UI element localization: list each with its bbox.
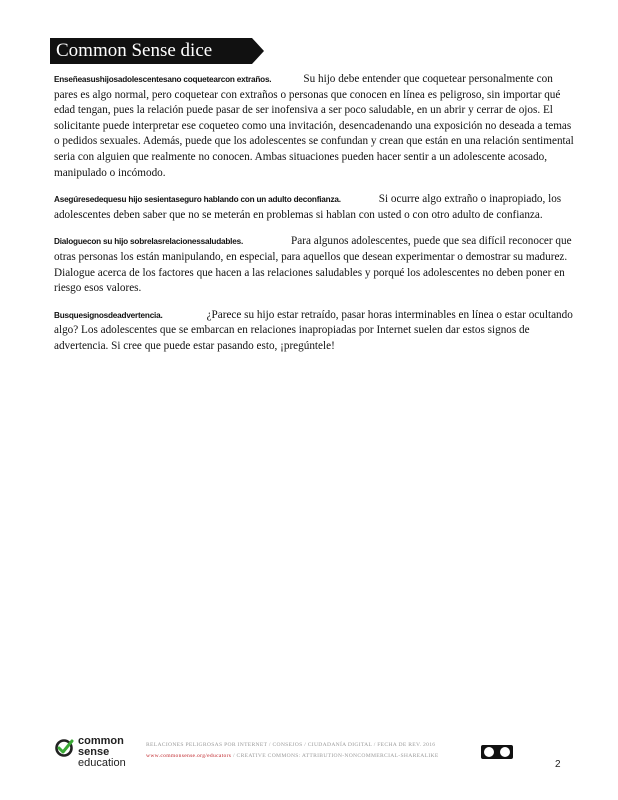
tip-paragraph [54, 192, 576, 223]
tips-content [54, 72, 576, 366]
tip-lead: Busquesignosdeadvertencia. [54, 310, 163, 320]
section-banner [50, 38, 252, 64]
logo-word-sense: sense [78, 746, 110, 758]
tip-lead: Asegúresedequesu hijo sesientaseguro hablando con un adulto deconfianza. [54, 195, 341, 205]
tip-paragraph [54, 72, 576, 181]
logo-word-education: education [78, 757, 126, 769]
footer-license: / CREATIVE COMMONS: ATTRIBUTION-NONCOMMERCIAL-SHAREALIKE [233, 753, 439, 759]
tip-text: Para algunos adolescentes, puede que sea difícil reconocer que otras personas los están manipulando, en especial, para aquellos que desean experimentar o demostrar su madurez. Dialogue acerca de los factores que hacen a las relaciones saludables y porqué los adolescentes no deben poner en riesgo esos valores. [54, 235, 572, 295]
footer-info: RELACIONES PELIGROSAS POR INTERNET / CONSEJOS / CIUDADANÍA DIGITAL / FECHA DE REV. 2016 [146, 742, 436, 748]
check-circle-icon [54, 738, 74, 758]
footer-link[interactable]: www.commonsense.org/educators [146, 753, 232, 759]
tip-text: Si ocurre algo extraño o inapropiado, los adolescentes deben saber que no se meterán en problemas si hablan con usted o con otro adulto de confianza. [54, 193, 562, 221]
tip-paragraph [54, 234, 576, 296]
tip-lead: Dialoguecon su hijo sobrelasrelacionessaludables. [54, 237, 244, 247]
cc-icon [484, 747, 494, 757]
banner-title: Common Sense dice [56, 40, 213, 61]
by-icon [500, 747, 510, 757]
common-sense-logo [54, 736, 134, 770]
footer-license-line [146, 753, 439, 759]
tip-lead: Enseñeasushijosadolescentesano coquetearcon extraños. [54, 75, 272, 84]
logo-word-common: common [78, 735, 124, 747]
page-number: 2 [555, 759, 561, 770]
tip-paragraph [54, 308, 576, 355]
tip-text: ¿Parece su hijo estar retraído, pasar horas interminables en línea o estar ocultando algo? Los adolescentes que se embarcan en relaciones inapropiadas por Internet suelen dar estos signos de advertencia. Si cree que puede estar pasando esto, ¡pregúntele! [54, 308, 573, 352]
tip-text: Su hijo debe entender que coquetear personalmente con pares es algo normal, pero coquetear con extraños o personas que conocen en línea es peligroso, sin importar qué edad tengan, pues la relación puede pasar de ser inofensiva a ser poco saludable, en un abrir y cerrar de ojos. El solicitante puede interpretar ese coqueteo como una invitación, desencadenando una exposición no deseada a temas o pedidos sexuales. Además, puede que los adolescentes se confundan y crean que están en una relación sentimental seria con alguien que realmente no conocen. Ambas situaciones pueden hacer sentir a un adolescente acosado, manipulado o incómodo. [54, 73, 574, 179]
creative-commons-badge-icon [481, 745, 513, 759]
